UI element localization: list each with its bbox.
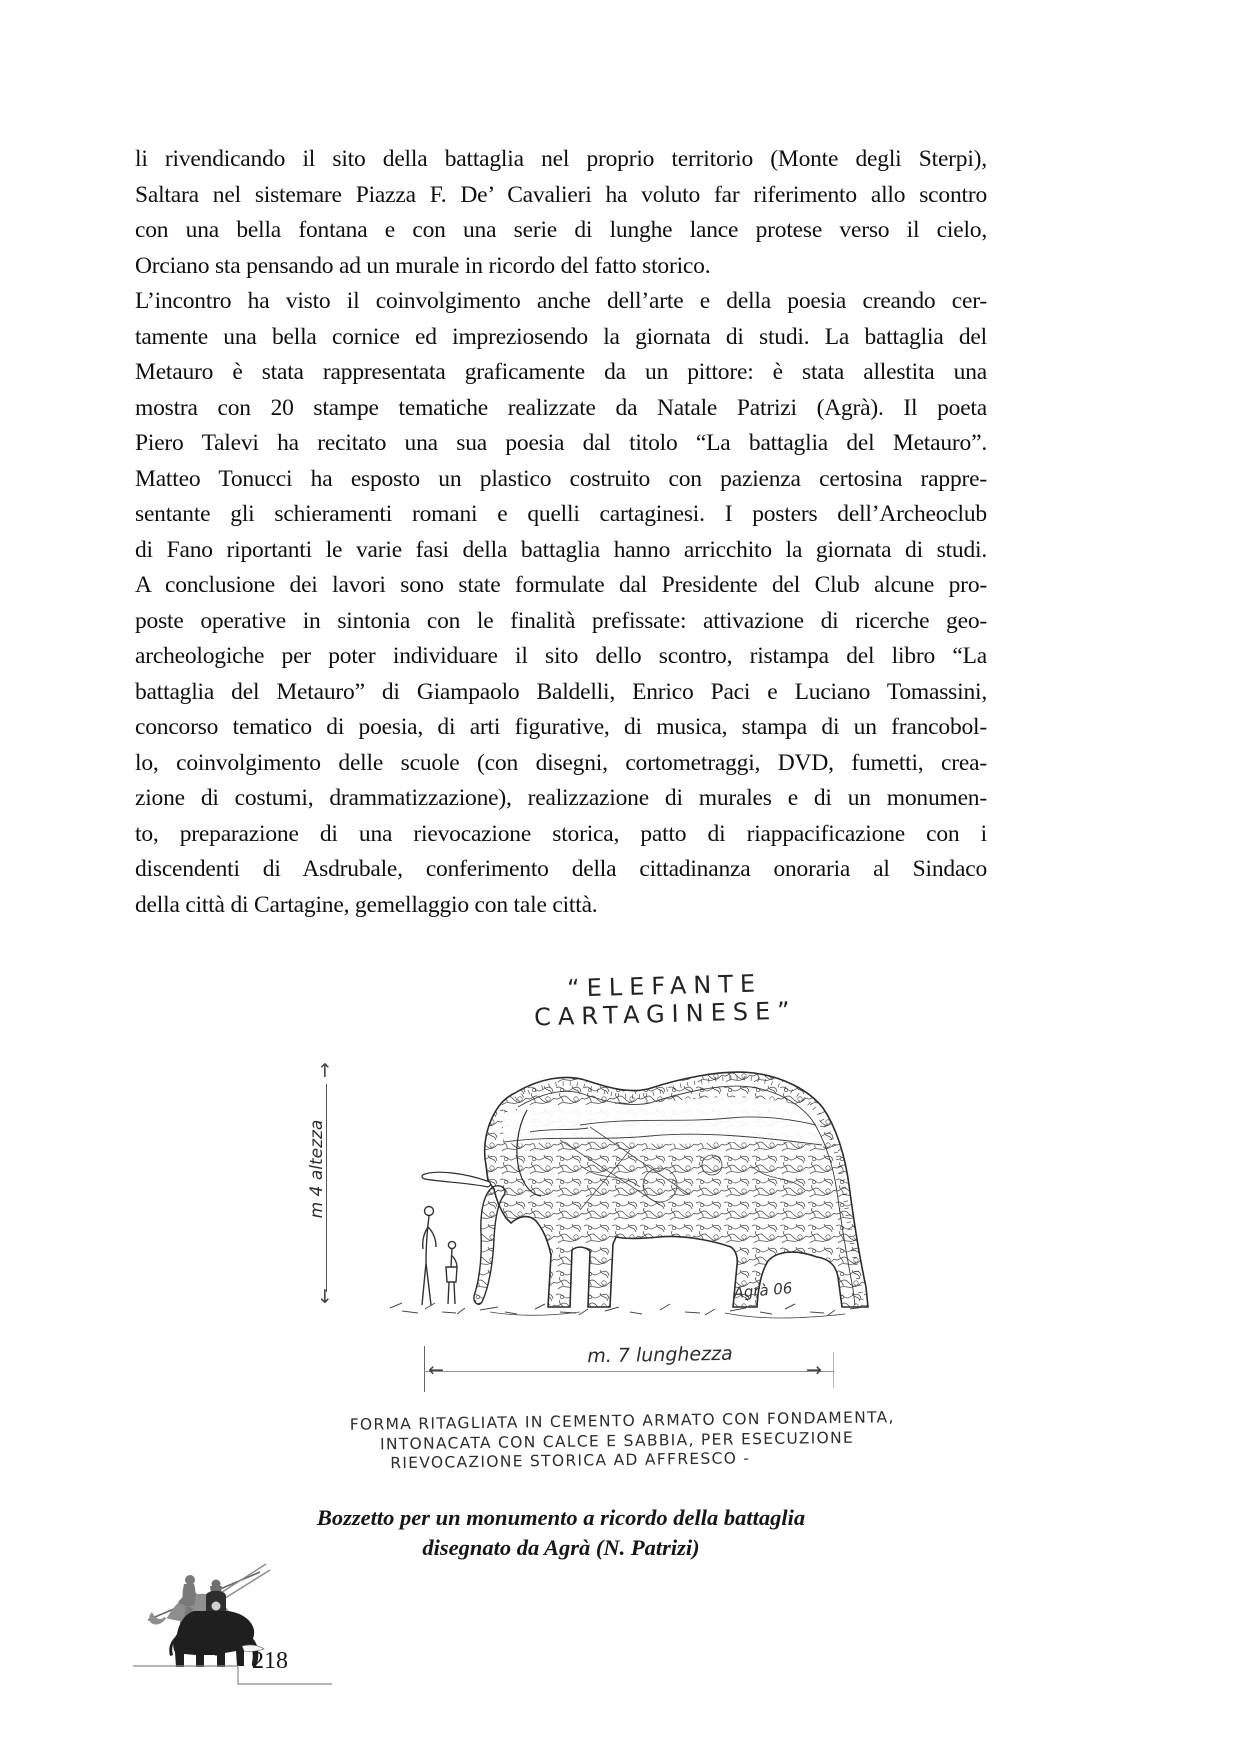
text-line: concorso tematico di poesia, di arti figurative, di musica, stampa di un francobol-: [135, 714, 987, 740]
note-line: FORMA RITAGLIATA IN CEMENTO ARMATO CON FONDAMENTA,: [349, 1408, 895, 1434]
text-line: L’incontro ha visto il coinvolgimento anche dell’arte e della poesia creando cer-: [135, 288, 987, 314]
caption-line-1: Bozzetto per un monumento a ricordo della battaglia: [316, 1505, 806, 1530]
text-line: mostra con 20 stampe tematiche realizzate da Natale Patrizi (Agrà). Il poeta: [135, 394, 987, 421]
sketch-title: “ELEFANTE CARTAGINESE”: [533, 969, 797, 1032]
text-line: li rivendicando il sito della battaglia nel proprio territorio (Monte degli Sterpi),: [135, 146, 987, 172]
text-line: sentante gli schieramenti romani e quelli cartaginesi. I posters dell’Archeoclub: [135, 501, 987, 527]
text-line: con una bella fontana e con una serie di lunghe lance protese verso il cielo,: [135, 217, 987, 243]
text-line: Metauro è stata rappresentata graficamente da un pittore: è stata allestita una: [135, 359, 987, 385]
text-line: Matteo Tonucci ha esposto un plastico costruito con pazienza certosina rappre-: [135, 465, 987, 492]
page-number: 218: [252, 1648, 288, 1674]
text-line: lo, coinvolgimento delle scuole (con disegni, cortometraggi, DVD, fumetti, crea-: [135, 749, 987, 776]
text-line: tamente una bella cornice ed impreziosendo la giornata di studi. La battaglia del: [135, 323, 987, 350]
caption-line-2: disegnato da Agrà (N. Patrizi): [422, 1535, 700, 1560]
left-arrow-icon: ←: [428, 1359, 444, 1381]
text-line: poste operative in sintonia con le finalità prefissate: attivazione di ricerche geo-: [135, 607, 987, 634]
note-line: INTONACATA CON CALCE E SABBIA, PER ESECUZIONE: [379, 1428, 855, 1453]
text-line: battaglia del Metauro” di Giampaolo Baldelli, Enrico Paci e Luciano Tomassini,: [135, 678, 987, 705]
width-dimension-tick-right: [833, 1352, 834, 1388]
text-line: archeologiche per poter individuare il sito dello scontro, ristampa del libro “La: [135, 643, 987, 669]
height-dimension-label: m 4 altezza: [307, 1119, 327, 1219]
width-dimension-label: m. 7 lunghezza: [587, 1342, 733, 1368]
down-arrow-icon: ↓: [317, 1286, 333, 1308]
text-line: di Fano riportanti le varie fasi della battaglia hanno arricchito la giornata di studi.: [135, 536, 987, 563]
note-line: RIEVOCAZIONE STORICA AD AFFRESCO -: [390, 1449, 751, 1473]
monument-sketch: [330, 1015, 875, 1355]
text-line: A conclusione dei lavori sono state formulate dal Presidente del Club alcune pro-: [135, 572, 987, 598]
text-line: della città di Cartagine, gemellaggio con tale città.: [135, 891, 598, 918]
text-line: to, preparazione di una rievocazione storica, patto di riappacificazione con i: [135, 820, 987, 847]
body-text: [135, 142, 987, 923]
sketch-notes: [350, 1408, 896, 1474]
text-line: Saltara nel sistemare Piazza F. De’ Cavalieri ha voluto far riferimento allo scontro: [135, 181, 987, 208]
scale-figures: [422, 1207, 457, 1306]
step-rule: [130, 1658, 340, 1690]
width-dimension-line: [424, 1371, 834, 1372]
width-dimension-tick-left: [424, 1346, 425, 1392]
text-line: Orciano sta pensando ad un murale in ricordo del fatto storico.: [135, 252, 711, 279]
grass-strokes: [390, 1303, 864, 1318]
elephant-tusk: [422, 1172, 491, 1187]
right-arrow-icon: →: [806, 1359, 822, 1381]
text-line: discendenti di Asdrubale, conferimento della cittadinanza onoraria al Sindaco: [135, 856, 987, 882]
signature: Agrà 06: [732, 1278, 794, 1302]
up-arrow-icon: ↑: [317, 1060, 333, 1082]
text-line: Piero Talevi ha recitato una sua poesia dal titolo “La battaglia del Metauro”.: [135, 430, 987, 456]
text-line: zione di costumi, drammatizzazione), realizzazione di murales e di un monumen-: [135, 785, 987, 811]
